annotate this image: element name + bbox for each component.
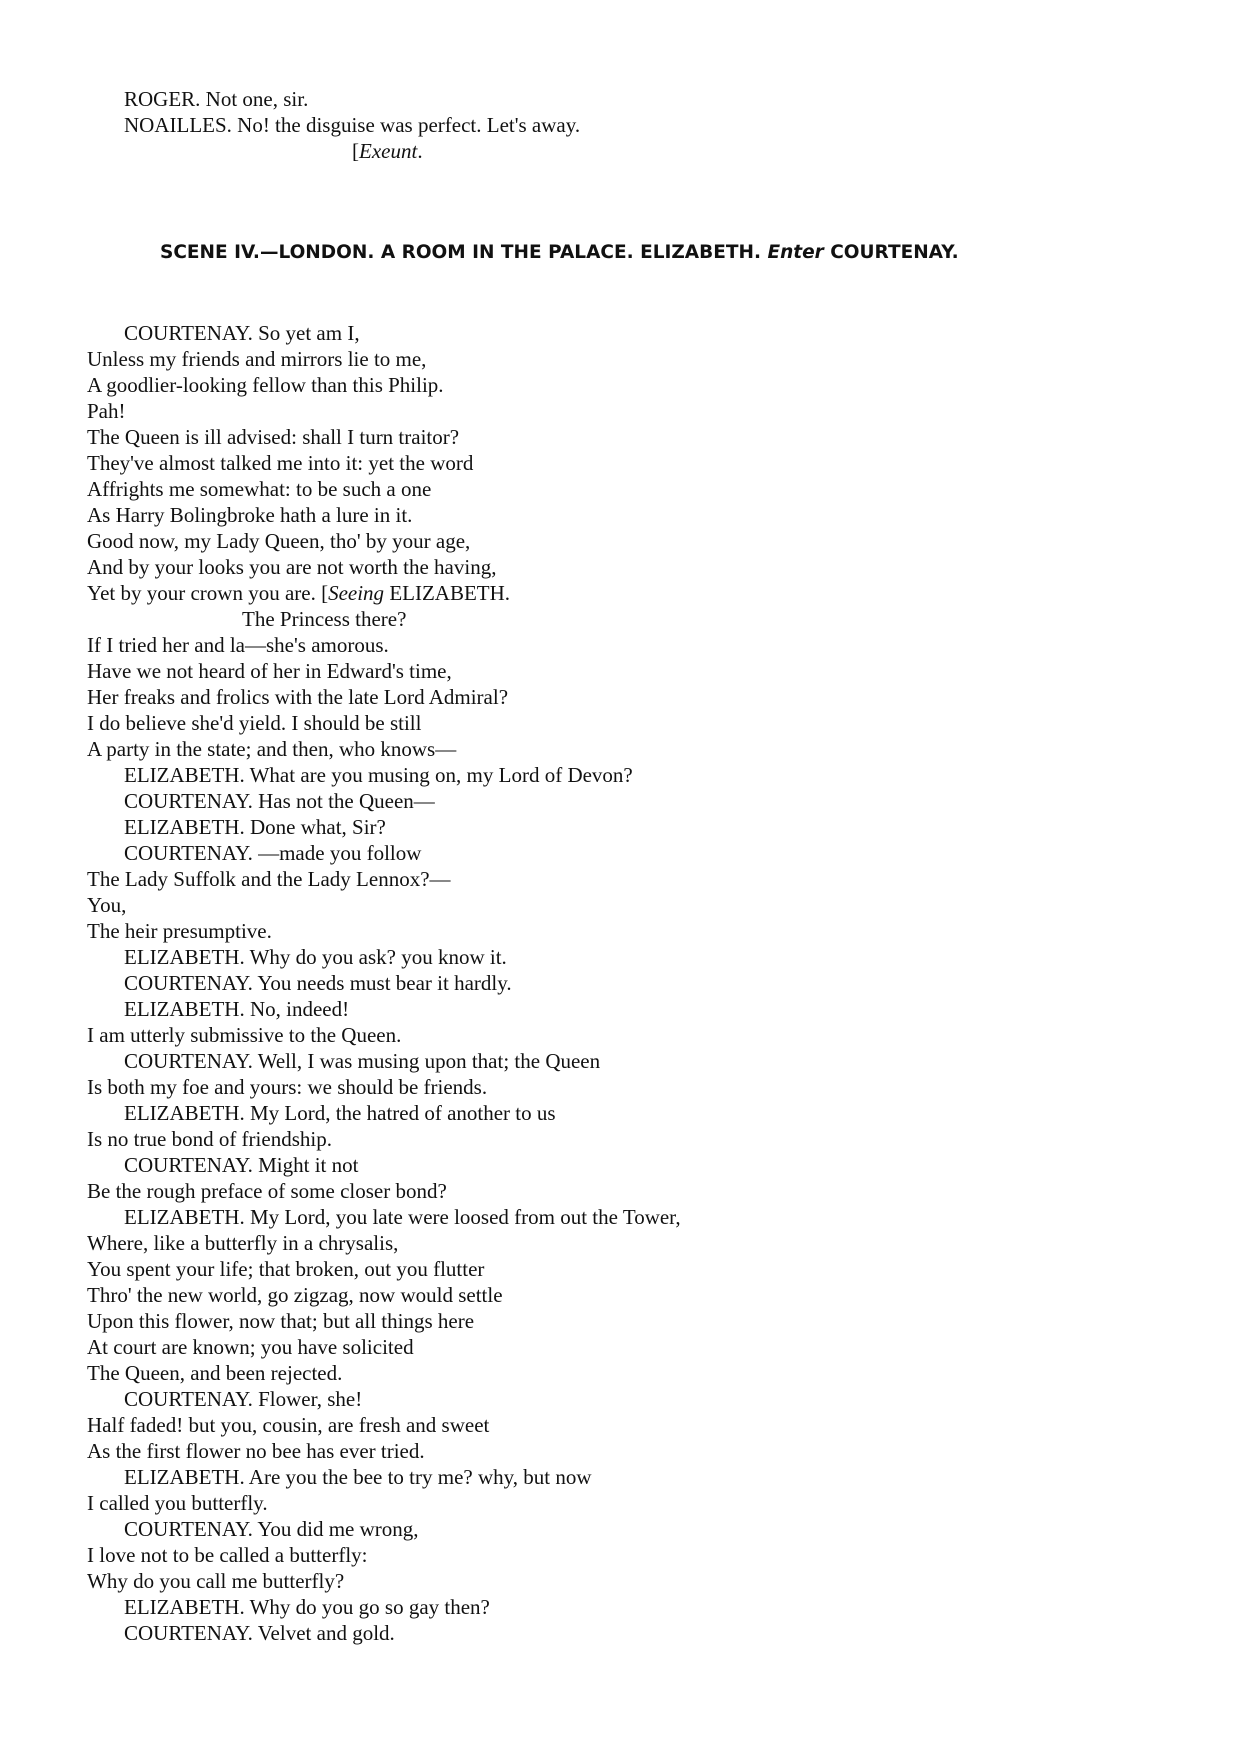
dialogue-line: I do believe she'd yield. I should be still — [87, 711, 422, 735]
dialogue-line: At court are known; you have solicited — [87, 1335, 414, 1359]
dialogue-line: COURTENAY. You needs must bear it hardly. — [124, 971, 512, 995]
dialogue-line: Where, like a butterfly in a chrysalis, — [87, 1231, 399, 1255]
dialogue-line: ELIZABETH. Why do you go so gay then? — [124, 1595, 490, 1619]
dialogue-line: ROGER. Not one, sir. — [124, 87, 309, 111]
dialogue-line: Upon this flower, now that; but all things here — [87, 1309, 475, 1333]
dialogue-line: Is both my foe and yours: we should be friends. — [87, 1075, 488, 1099]
dialogue-line: You spent your life; that broken, out you flutter — [87, 1257, 485, 1281]
enter-word: Enter — [767, 242, 824, 263]
dialogue-line: As the first flower no bee has ever tried. — [87, 1439, 425, 1463]
dialogue-line: A party in the state; and then, who knows— — [87, 737, 457, 761]
previous-scene-ending — [87, 86, 1187, 164]
dialogue-line: COURTENAY. —made you follow — [124, 841, 422, 865]
stage-direction-seeing: Seeing — [328, 581, 385, 605]
dialogue-line: ELIZABETH. Done what, Sir? — [124, 815, 386, 839]
dialogue-line: Is no true bond of friendship. — [87, 1127, 332, 1151]
dialogue-line: Pah! — [87, 399, 126, 423]
dialogue-line: ELIZABETH. Are you the bee to try me? why, but now — [124, 1465, 592, 1489]
dialogue-line: Be the rough preface of some closer bond? — [87, 1179, 447, 1203]
dialogue-line: COURTENAY. Might it not — [124, 1153, 359, 1177]
dialogue-line: If I tried her and la—she's amorous. — [87, 633, 389, 657]
dialogue-line: I love not to be called a butterfly: — [87, 1543, 368, 1567]
dialogue-line: The heir presumptive. — [87, 919, 272, 943]
dialogue-line: The Princess there? — [242, 607, 407, 631]
dialogue-line: Half faded! but you, cousin, are fresh and sweet — [87, 1413, 490, 1437]
dialogue-line: Good now, my Lady Queen, tho' by your age, — [87, 529, 471, 553]
dialogue-line: ELIZABETH. What are you musing on, my Lord of Devon? — [124, 763, 633, 787]
dialogue-line: The Queen, and been rejected. — [87, 1361, 343, 1385]
dialogue-line: COURTENAY. Velvet and gold. — [124, 1621, 395, 1645]
dialogue-line: Why do you call me butterfly? — [87, 1569, 345, 1593]
dialogue-line: COURTENAY. Flower, she! — [124, 1387, 363, 1411]
dialogue-line: ELIZABETH. My Lord, you late were loosed from out the Tower, — [124, 1205, 681, 1229]
dialogue-line: Thro' the new world, go zigzag, now would settle — [87, 1283, 503, 1307]
dialogue-line: Yet by your crown you are. [Seeing ELIZABETH. — [87, 581, 511, 605]
dialogue-line: COURTENAY. You did me wrong, — [124, 1517, 419, 1541]
dialogue-line: They've almost talked me into it: yet the word — [87, 451, 474, 475]
dialogue-line: NOAILLES. No! the disguise was perfect. Let's away. — [124, 113, 581, 137]
dialogue-line: ELIZABETH. My Lord, the hatred of another to us — [124, 1101, 556, 1125]
dialogue-line: And by your looks you are not worth the having, — [87, 555, 497, 579]
dialogue-line: The Lady Suffolk and the Lady Lennox?— — [87, 867, 451, 891]
dialogue-line: ELIZABETH. Why do you ask? you know it. — [124, 945, 507, 969]
dialogue-line: Affrights me somewhat: to be such a one — [87, 477, 432, 501]
stage-direction-exeunt: [Exeunt. — [352, 139, 423, 163]
dialogue-line: A goodlier-looking fellow than this Philip. — [87, 373, 444, 397]
dialogue-line: COURTENAY. So yet am I, — [124, 321, 360, 345]
exeunt-word: Exeunt — [359, 139, 418, 163]
dialogue-line: I am utterly submissive to the Queen. — [87, 1023, 402, 1047]
dialogue-line: I called you butterfly. — [87, 1491, 268, 1515]
dialogue-line: As Harry Bolingbroke hath a lure in it. — [87, 503, 413, 527]
dialogue-line: Have we not heard of her in Edward's time, — [87, 659, 452, 683]
dialogue-line: COURTENAY. Well, I was musing upon that; the Queen — [124, 1049, 601, 1073]
dialogue-line: Unless my friends and mirrors lie to me, — [87, 347, 427, 371]
dialogue-line: ELIZABETH. No, indeed! — [124, 997, 350, 1021]
dialogue-line: The Queen is ill advised: shall I turn traitor? — [87, 425, 460, 449]
dialogue-line: You, — [87, 893, 127, 917]
scene-dialogue — [87, 320, 1187, 1646]
scene-heading: SCENE IV.—LONDON. A ROOM IN THE PALACE. ELIZABETH. Enter COURTENAY. — [160, 242, 959, 263]
dialogue-line: COURTENAY. Has not the Queen— — [124, 789, 435, 813]
dialogue-line: Her freaks and frolics with the late Lord Admiral? — [87, 685, 509, 709]
